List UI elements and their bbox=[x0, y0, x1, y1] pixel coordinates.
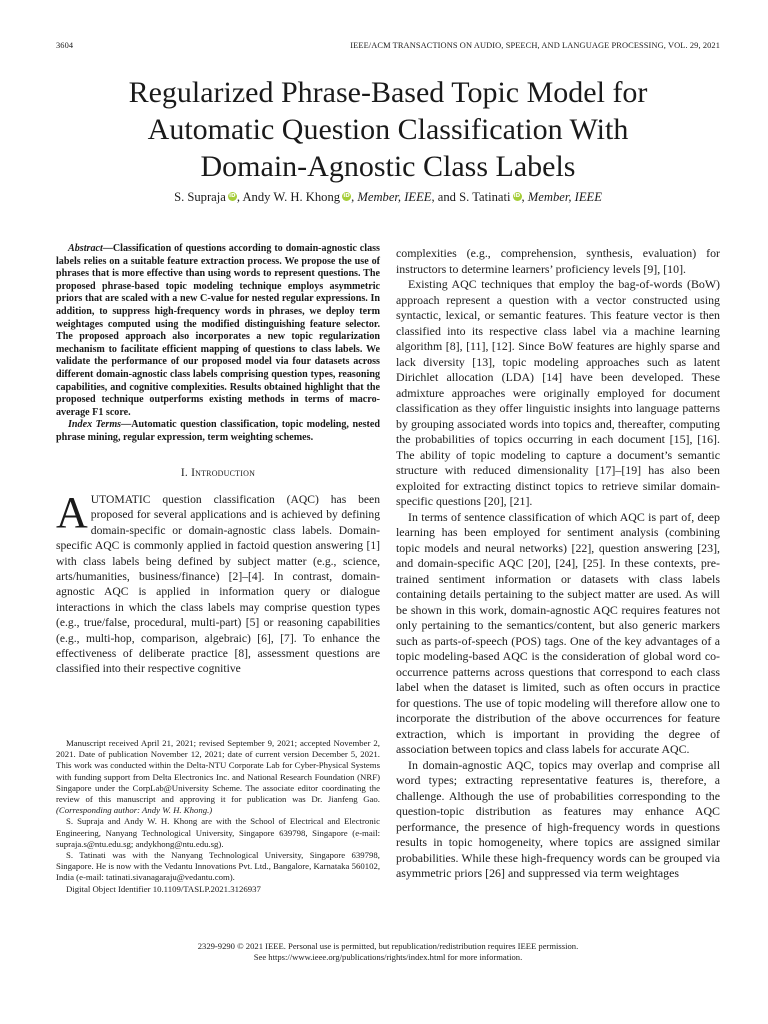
abstract-text: Classification of questions according to domain-agnostic class labels relies on a suitable feature extraction process. We propose the use of phrases that is more effective than using words to represent questions. The proposed phrase-based topic modeling technique employs asymmetric priors that are scaled with a new C-value for nested regular expressions. In addition, to suppress high-frequency words in phrases, we deploy term weightages computed using the modified distinguishing feature selector. The proposed approach also incorporates a new topic regularization mechanism to facilitate efficient mapping of questions to class labels. We validate the performance of our proposed model via four datasets across different domain-agnostic class labels comprising question types, reasoning capabilities, and cognitive complexities. Results obtained highlight that the proposed technique outperforms existing methods in terms of macro-average F1 score. bbox=[56, 243, 380, 418]
intro-text: question classification (AQC) has been proposed for several applications and is achieved by defining domain-specific or domain-agnostic class labels. Domain-specific AQC is commonly applied in factoid question answering [1] with class labels being defined by subject matter (e.g., science, arts/humanities, business/finance) [2]–[4]. In contrast, domain-agnostic AQC is applied in information query or dialogue interactions in which the class labels may comprise question types (e.g., true/false, procedural, multi-part) [5] or reasoning capabilities (e.g., multi-hop, comparison, algebraic) [6], [7]. To enhance the effectiveness of deliberate practice [8], assessment questions are classified into their respective cognitive bbox=[56, 492, 380, 676]
page-number: 3604 bbox=[56, 41, 74, 50]
section-title: Introduction bbox=[191, 466, 256, 479]
body-paragraph: In terms of sentence classification of which AQC is part of, deep learning has been employed for sentiment analysis (combining topic models and neural networks) [22], question answering [23], and domain-specific AQC [20], [24], [25]. In these contexts, pre-trained sentiment information or datasets with class labels containing details pertaining to the subject matter are used. As will be shown in this work, domain-agnostic AQC requires features not only pertaining to the semantics/content, but also generic markers such as parts-of-speech (POS) tags. One of the key advantages of a topic modeling-based AQC is the consideration of global word co-occurrence patterns across questions that correspond to each class label when the dataset is limited, such as often occurs in practice for questions. The use of topic modeling will therefore allow one to incorporate the distribution of the above occurrences for feature extraction, which is important in providing the degree of association between topics and class labels for accurate AQC. bbox=[396, 509, 720, 756]
paper-title bbox=[56, 74, 720, 185]
body-paragraph: complexities (e.g., comprehension, synthesis, evaluation) for instructors to determine learners’ proficiency levels [9], [10]. bbox=[396, 246, 720, 276]
orcid-icon[interactable]: iD bbox=[513, 193, 521, 199]
footnote-affiliation-2: S. Tatinati was with the Nanyang Technological University, Singapore 639798, Singapore. He is now with the Vedantu Innovations Pvt. Ltd., Bangalore, Karnataka 560102, India (e-mail: tatinati.sivanagaraju@vedantu.com). bbox=[56, 850, 381, 883]
section-heading-introduction bbox=[56, 466, 380, 481]
copyright-line-1: 2329-9290 © 2021 IEEE. Personal use is permitted, but republication/redistribution requires IEEE permission. bbox=[197, 941, 579, 951]
author-separator: , bbox=[351, 190, 358, 204]
title-line-1: Regularized Phrase-Based Topic Model for bbox=[128, 76, 648, 109]
index-terms-label: Index Terms bbox=[68, 419, 122, 431]
body-paragraph: Existing AQC techniques that employ the bag-of-words (BoW) approach represent a question with a vector constructed using syntactic, lexical, or semantic features. This feature vector is then classified into its respective class label via a machine learning algorithm [8], [11], [12]. Since BoW features are highly sparse and lack diversity [13], topic modeling approaches such as latent Dirichlet allocation (LDA) [14] have been developed. These admixture approaches were originally employed for document classification as they offer linguistic insights into language patterns by grouping associated words into topics and, thereafter, computing the probabilities of topics occurring in each document [15], [16]. The ability of topic modeling to capture a document’s semantic structure with reduced dimensionality [17]–[19] has also been exploited for extracting distinct topics to retrieve similar domain-specific questions [20], [21]. bbox=[396, 277, 720, 508]
right-column bbox=[396, 246, 720, 882]
title-line-3: Domain-Agnostic Class Labels bbox=[200, 150, 576, 183]
index-terms bbox=[56, 419, 380, 444]
intro-first-word: UTOMATIC bbox=[90, 492, 151, 506]
author-separator: , and bbox=[431, 190, 460, 204]
author-list bbox=[56, 190, 720, 205]
abstract-dash: — bbox=[102, 243, 113, 254]
author-separator: , bbox=[521, 190, 528, 204]
footnote-affiliation-1: S. Supraja and Andy W. H. Khong are with the School of Electrical and Electronic Engineering, Nanyang Technological University, Singapore 639798, Singapore (e-mail: supraja.s@ntu.edu.sg; andykhong@ntu.edu.sg). bbox=[56, 816, 380, 849]
orcid-icon[interactable]: iD bbox=[343, 193, 350, 199]
footnote-manuscript-text: Manuscript received April 21, 2021; revised September 9, 2021; accepted November 2, 2021. Date of publication November 12, 2021; date of current version December 5, 2021. This work was conducted within the Delta-NTU Corporate Lab for Cyber-Physical Systems with funding support from Delta Electronics Inc. and National Research Foundation (NRF) Singapore under the CorpLab@University Scheme. The associate editor coordinating the review of this manuscript and approving it for publication was Dr. Jianfeng Gao. bbox=[56, 738, 380, 805]
copyright-notice bbox=[56, 941, 720, 963]
index-terms-dash: — bbox=[121, 419, 132, 431]
index-terms-text: Automatic question classification, topic modeling, nested phrase mining, regular expression, term weighting schemes. bbox=[56, 419, 380, 443]
journal-name: IEEE/ACM TRANSACTIONS ON AUDIO, SPEECH, AND LANGUAGE PROCESSING, VOL. 29, 2021 bbox=[350, 41, 720, 50]
first-page-footnote bbox=[56, 738, 380, 895]
section-number: I. bbox=[180, 466, 192, 479]
title-line-2: Automatic Question Classification With bbox=[147, 113, 629, 146]
copyright-line-2: See https://www.ieee.org/publications/rights/index.html for more information. bbox=[253, 952, 523, 962]
author-1: S. Supraja bbox=[174, 190, 226, 204]
author-2: Andy W. H. Khong bbox=[242, 190, 341, 204]
orcid-icon[interactable]: iD bbox=[229, 193, 236, 199]
abstract bbox=[56, 243, 380, 419]
author-3: S. Tatinati bbox=[459, 190, 511, 204]
footnote-doi: Digital Object Identifier 10.1109/TASLP.2021.3126937 bbox=[66, 883, 261, 894]
member-designation: Member, IEEE bbox=[357, 190, 432, 204]
abstract-label: Abstract bbox=[68, 243, 103, 254]
intro-paragraph bbox=[56, 487, 380, 677]
corresponding-author: (Corresponding author: Andy W. H. Khong.) bbox=[56, 805, 213, 816]
author-separator: , bbox=[236, 190, 243, 204]
drop-cap: A bbox=[56, 487, 88, 537]
running-header bbox=[56, 41, 720, 53]
body-paragraph: In domain-agnostic AQC, topics may overlap and comprise all word types; extracting representative features is, therefore, a challenge. Although the use of probabilities corresponding to the question-topic distribution as features may enhance AQC performance, the presence of high-frequency words in questions results in topic homogeneity, where topics are assigned similar probabilities. While these high-frequency words can be grouped via asymmetric priors [26] and suppressed via term weightages bbox=[396, 757, 720, 880]
left-column bbox=[56, 243, 380, 677]
footnote-manuscript bbox=[56, 738, 380, 816]
member-designation: Member, IEEE bbox=[527, 190, 602, 204]
